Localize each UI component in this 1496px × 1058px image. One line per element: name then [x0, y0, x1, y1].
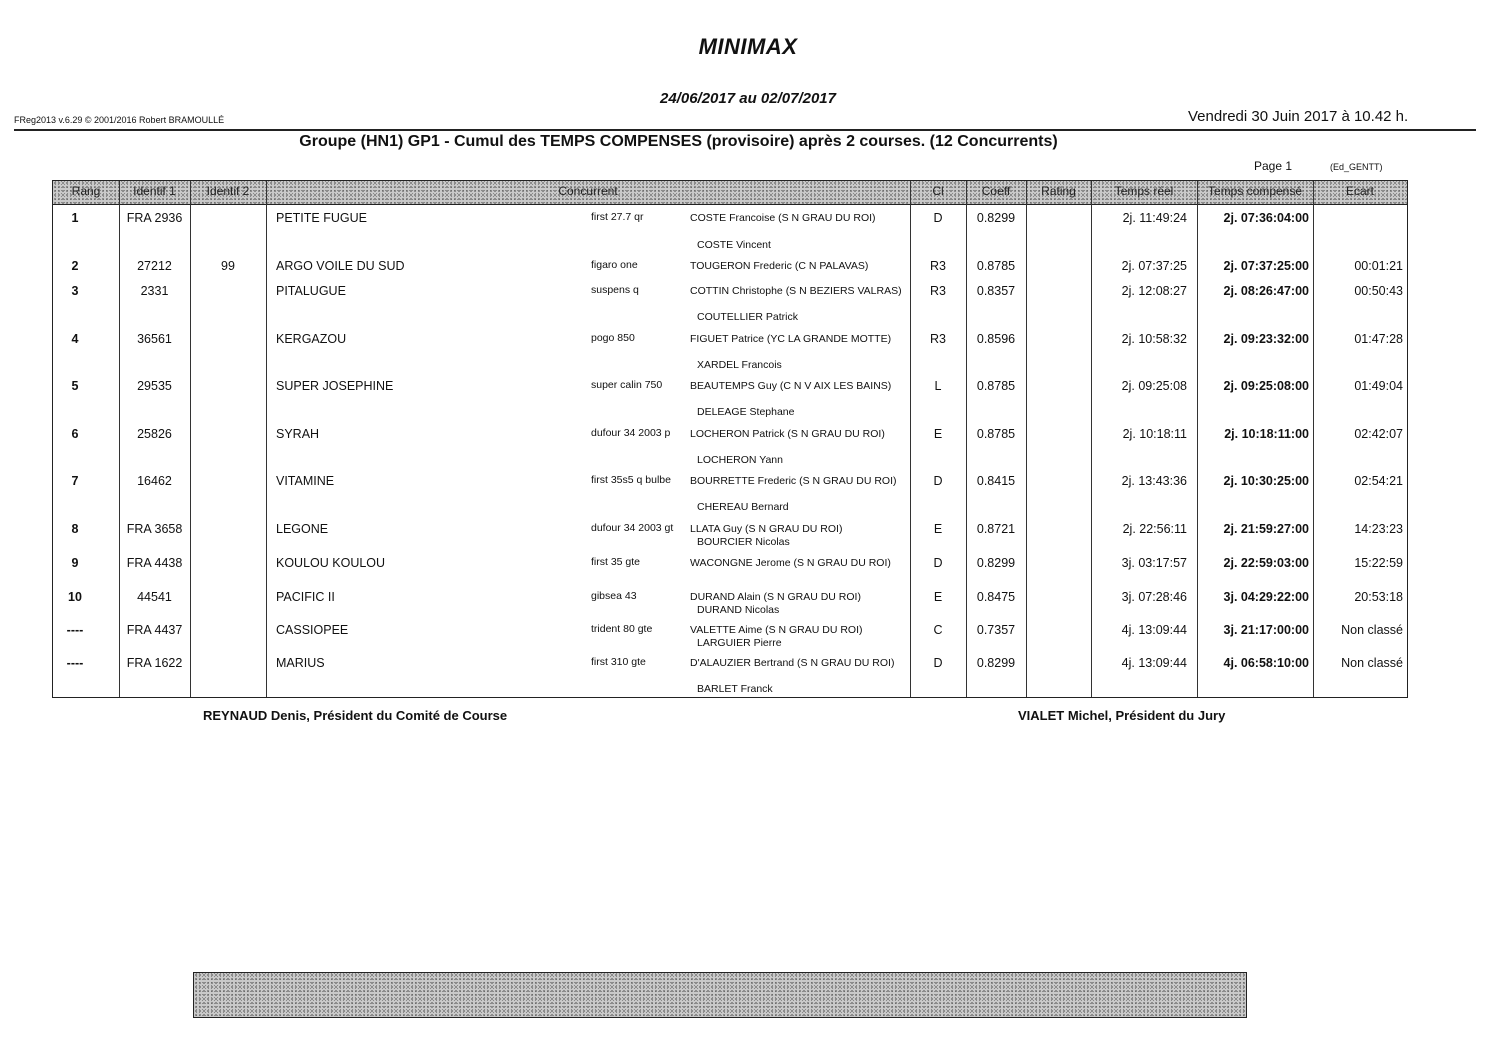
cell-boat-name: LEGONE — [276, 522, 329, 536]
header-gap: Ecart — [1345, 184, 1374, 198]
cell-boat-type: first 35s5 q bulbe — [591, 474, 671, 486]
cell-identif-1: 36561 — [137, 332, 172, 346]
cell-crew: LARGUIER Pierre — [697, 637, 782, 649]
column-divider — [1197, 181, 1198, 697]
cell-real-time: 2j. 09:25:08 — [1121, 379, 1187, 393]
cell-boat-type: gibsea 43 — [591, 590, 637, 602]
cell-rang: 3 — [71, 284, 79, 298]
header-identif-2: Identif 2 — [206, 184, 250, 198]
cell-corrected-time: 2j. 07:36:04:00 — [1223, 211, 1309, 225]
cell-gap: Non classé — [1341, 656, 1403, 670]
column-divider — [1026, 181, 1027, 697]
cell-coeff: 0.8596 — [976, 332, 1016, 346]
column-divider — [266, 181, 267, 697]
header-rating: Rating — [1041, 184, 1076, 198]
cell-crew: XARDEL Francois — [697, 359, 782, 371]
cell-boat-type: figaro one — [591, 259, 638, 271]
cell-gap: 00:01:21 — [1354, 259, 1403, 273]
column-divider — [119, 181, 120, 697]
cell-coeff: 0.7357 — [976, 623, 1016, 637]
cell-class: R3 — [930, 259, 946, 273]
print-timestamp: Vendredi 30 Juin 2017 à 10.42 h. — [1188, 108, 1409, 125]
cell-real-time: 4j. 13:09:44 — [1121, 656, 1187, 670]
cell-corrected-time: 2j. 08:26:47:00 — [1223, 284, 1309, 298]
column-divider — [910, 181, 911, 697]
cell-real-time: 2j. 10:58:32 — [1121, 332, 1187, 346]
cell-identif-1: 29535 — [137, 379, 172, 393]
cell-boat-type: dufour 34 2003 gt — [591, 522, 674, 534]
cell-skipper: WACONGNE Jerome (S N GRAU DU ROI) — [690, 557, 891, 569]
software-credit: FReg2013 v.6.29 © 2001/2016 Robert BRAMOULLÉ — [14, 115, 225, 125]
cell-real-time: 3j. 07:28:46 — [1121, 590, 1187, 604]
cell-rang: 6 — [71, 427, 79, 441]
cell-crew: CHEREAU Bernard — [697, 501, 789, 513]
cell-real-time: 2j. 07:37:25 — [1121, 259, 1187, 273]
cell-crew: LOCHERON Yann — [697, 454, 783, 466]
cell-boat-type: first 27.7 qr — [591, 211, 644, 223]
cell-coeff: 0.8415 — [976, 474, 1016, 488]
cell-class: C — [933, 623, 943, 637]
cell-class: E — [933, 590, 943, 604]
cell-corrected-time: 3j. 04:29:22:00 — [1223, 590, 1309, 604]
page-number: Page 1 — [1254, 159, 1293, 173]
cell-boat-type: super calin 750 — [591, 379, 663, 391]
cell-skipper: LOCHERON Patrick (S N GRAU DU ROI) — [690, 428, 885, 440]
cell-coeff: 0.8785 — [976, 427, 1016, 441]
header-rang: Rang — [71, 184, 101, 198]
cell-coeff: 0.8475 — [976, 590, 1016, 604]
cell-coeff: 0.8785 — [976, 379, 1016, 393]
header-rule — [14, 129, 1476, 131]
cell-skipper: FIGUET Patrice (YC LA GRANDE MOTTE) — [690, 333, 892, 345]
cell-boat-name: VITAMINE — [276, 474, 335, 488]
cell-corrected-time: 2j. 07:37:25:00 — [1223, 259, 1309, 273]
cell-boat-name: KERGAZOU — [276, 332, 347, 346]
cell-gap: 00:50:43 — [1354, 284, 1403, 298]
cell-boat-name: MARIUS — [276, 656, 325, 670]
cell-gap: 01:47:28 — [1354, 332, 1403, 346]
cell-gap: 20:53:18 — [1354, 590, 1403, 604]
cell-identif-1: FRA 1622 — [126, 656, 183, 670]
cell-gap: Non classé — [1341, 623, 1403, 637]
cell-skipper: COSTE Francoise (S N GRAU DU ROI) — [690, 212, 876, 224]
cell-corrected-time: 2j. 09:23:32:00 — [1223, 332, 1309, 346]
cell-class: R3 — [930, 284, 946, 298]
cell-identif-1: FRA 4438 — [126, 556, 183, 570]
cell-corrected-time: 2j. 21:59:27:00 — [1223, 522, 1309, 536]
cell-identif-1: 2331 — [140, 284, 169, 298]
cell-boat-name: CASSIOPEE — [276, 623, 349, 637]
cell-skipper: BOURRETTE Frederic (S N GRAU DU ROI) — [690, 475, 897, 487]
cell-real-time: 2j. 11:49:24 — [1122, 211, 1187, 225]
column-divider — [1313, 181, 1314, 697]
column-divider — [1091, 181, 1092, 697]
race-committee-signature: REYNAUD Denis, Président du Comité de Course — [203, 708, 508, 723]
cell-class: D — [933, 556, 943, 570]
cell-real-time: 2j. 12:08:27 — [1121, 284, 1187, 298]
cell-corrected-time: 3j. 21:17:00:00 — [1223, 623, 1309, 637]
cell-identif-1: 25826 — [137, 427, 172, 441]
cell-coeff: 0.8721 — [976, 522, 1016, 536]
cell-corrected-time: 2j. 09:25:08:00 — [1223, 379, 1309, 393]
table-header-row — [53, 181, 1407, 205]
cell-gap: 15:22:59 — [1354, 556, 1403, 570]
cell-class: D — [933, 211, 943, 225]
cell-gap: 02:42:07 — [1354, 427, 1403, 441]
cell-rang: 8 — [71, 522, 79, 536]
cell-crew: DURAND Nicolas — [697, 604, 780, 616]
cell-real-time: 4j. 13:09:44 — [1121, 623, 1187, 637]
cell-crew: BARLET Franck — [697, 683, 773, 695]
cell-skipper: DURAND Alain (S N GRAU DU ROI) — [690, 591, 861, 603]
header-coeff: Coeff — [981, 184, 1011, 198]
header-class: Cl — [932, 184, 944, 198]
cell-boat-type: first 310 gte — [591, 656, 646, 668]
cell-rang: 7 — [71, 474, 79, 488]
header-concurrent: Concurrent — [558, 184, 618, 198]
cell-boat-type: first 35 gte — [591, 556, 641, 568]
group-heading: Groupe (HN1) GP1 - Cumul des TEMPS COMPENSES (provisoire) après 2 courses. (12 Concurrents) — [299, 133, 1058, 150]
cell-boat-name: KOULOU KOULOU — [276, 556, 386, 570]
cell-rang: 2 — [71, 259, 79, 273]
cell-rang: 4 — [71, 332, 79, 346]
cell-rang: ---- — [66, 623, 84, 637]
header-corrected-time: Temps compensé — [1207, 184, 1303, 198]
column-divider — [190, 181, 191, 697]
cell-rang: 1 — [71, 211, 79, 225]
cell-rang: 5 — [71, 379, 79, 393]
cell-boat-name: PACIFIC II — [276, 590, 335, 604]
cell-coeff: 0.8785 — [976, 259, 1016, 273]
cell-gap: 01:49:04 — [1354, 379, 1403, 393]
cell-identif-1: 44541 — [137, 590, 172, 604]
cell-skipper: LLATA Guy (S N GRAU DU ROI) — [690, 523, 843, 535]
cell-gap: 14:23:23 — [1354, 522, 1403, 536]
cell-real-time: 2j. 13:43:36 — [1121, 474, 1187, 488]
results-table — [52, 180, 1408, 698]
cell-real-time: 3j. 03:17:57 — [1121, 556, 1187, 570]
event-dates: 24/06/2017 au 02/07/2017 — [660, 90, 836, 107]
cell-boat-type: trident 80 gte — [591, 623, 653, 635]
cell-rang: 10 — [68, 590, 82, 604]
cell-corrected-time: 2j. 10:30:25:00 — [1223, 474, 1309, 488]
cell-boat-name: SYRAH — [276, 427, 320, 441]
cell-identif-1: 16462 — [137, 474, 172, 488]
cell-real-time: 2j. 10:18:11 — [1122, 427, 1187, 441]
cell-class: D — [933, 474, 943, 488]
cell-skipper: D'ALAUZIER Bertrand (S N GRAU DU ROI) — [690, 657, 895, 669]
header-identif-1: Identif 1 — [133, 184, 176, 198]
cell-identif-2: 99 — [221, 259, 235, 273]
cell-boat-type: suspens q — [591, 284, 639, 296]
cell-crew: BOURCIER Nicolas — [697, 536, 790, 548]
footer-box — [193, 972, 1247, 1018]
cell-skipper: VALETTE Aime (S N GRAU DU ROI) — [690, 624, 863, 636]
cell-gap: 02:54:21 — [1354, 474, 1403, 488]
cell-boat-name: SUPER JOSEPHINE — [276, 379, 394, 393]
cell-identif-1: 27212 — [137, 259, 172, 273]
cell-class: L — [934, 379, 942, 393]
cell-rang: ---- — [66, 656, 84, 670]
cell-coeff: 0.8299 — [976, 556, 1016, 570]
cell-boat-name: PITALUGUE — [276, 284, 346, 298]
cell-crew: DELEAGE Stephane — [697, 406, 795, 418]
cell-corrected-time: 4j. 06:58:10:00 — [1223, 656, 1309, 670]
cell-skipper: COTTIN Christophe (S N BEZIERS VALRAS) — [690, 285, 902, 297]
column-divider — [966, 181, 967, 697]
cell-identif-1: FRA 3658 — [126, 522, 183, 536]
cell-identif-1: FRA 2936 — [126, 211, 183, 225]
cell-boat-name: PETITE FUGUE — [276, 211, 367, 225]
edition-code: (Ed_GENTT) — [1330, 162, 1383, 172]
cell-corrected-time: 2j. 22:59:03:00 — [1223, 556, 1309, 570]
cell-boat-type: pogo 850 — [591, 332, 635, 344]
cell-crew: COSTE Vincent — [697, 239, 771, 251]
cell-class: D — [933, 656, 943, 670]
cell-class: E — [933, 427, 943, 441]
cell-identif-1: FRA 4437 — [126, 623, 183, 637]
cell-coeff: 0.8299 — [976, 211, 1016, 225]
jury-signature: VIALET Michel, Président du Jury — [1018, 708, 1226, 723]
cell-coeff: 0.8357 — [976, 284, 1016, 298]
cell-rang: 9 — [71, 556, 79, 570]
cell-coeff: 0.8299 — [976, 656, 1016, 670]
cell-boat-type: dufour 34 2003 p — [591, 427, 671, 439]
cell-skipper: BEAUTEMPS Guy (C N V AIX LES BAINS) — [690, 380, 892, 392]
cell-class: R3 — [930, 332, 946, 346]
cell-skipper: TOUGERON Frederic (C N PALAVAS) — [690, 260, 869, 272]
cell-crew: COUTELLIER Patrick — [697, 311, 798, 323]
header-real-time: Temps réel — [1114, 184, 1174, 198]
document-title: MINIMAX — [698, 34, 798, 59]
cell-real-time: 2j. 22:56:11 — [1122, 522, 1187, 536]
cell-corrected-time: 2j. 10:18:11:00 — [1224, 427, 1309, 441]
cell-boat-name: ARGO VOILE DU SUD — [276, 259, 405, 273]
cell-class: E — [933, 522, 943, 536]
